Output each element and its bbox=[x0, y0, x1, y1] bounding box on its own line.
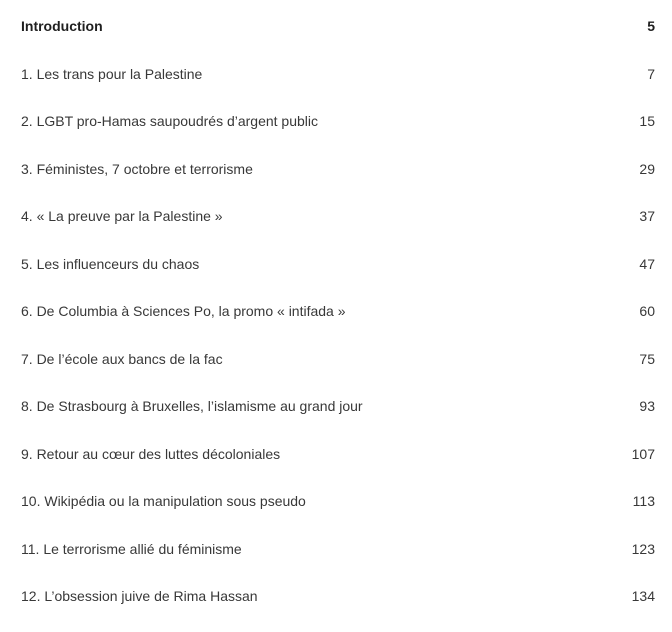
toc-entry[interactable] bbox=[21, 51, 655, 99]
toc-entry[interactable] bbox=[21, 98, 655, 146]
toc-entry[interactable] bbox=[21, 146, 655, 194]
toc-entry-page-number: 60 bbox=[639, 303, 655, 320]
toc-entry-page-number: 75 bbox=[639, 350, 655, 367]
toc-entry-title: 3. Féministes, 7 octobre et terrorisme bbox=[21, 160, 253, 177]
toc-entry-title: 9. Retour au cœur des luttes décoloniales bbox=[21, 445, 281, 462]
toc-entry[interactable] bbox=[21, 573, 655, 621]
toc-entry[interactable] bbox=[21, 526, 655, 574]
toc-entry[interactable] bbox=[21, 336, 655, 384]
toc-entry[interactable] bbox=[21, 431, 655, 479]
toc-entry-page-number: 93 bbox=[639, 398, 655, 415]
toc-entry-page-number: 107 bbox=[631, 445, 655, 462]
toc-entry[interactable] bbox=[21, 241, 655, 289]
toc-entry-title: Introduction bbox=[21, 18, 103, 35]
toc-entry-page-number: 123 bbox=[631, 540, 655, 557]
toc-entry-title: 1. Les trans pour la Palestine bbox=[21, 65, 203, 82]
toc-entry-page-number: 37 bbox=[639, 208, 655, 225]
toc-entry-title: 2. LGBT pro-Hamas saupoudrés d’argent public bbox=[21, 113, 319, 130]
toc-entry[interactable] bbox=[21, 478, 655, 526]
toc-entry-page-number: 47 bbox=[639, 255, 655, 272]
toc-entry-page-number: 134 bbox=[631, 588, 655, 605]
toc-entry-page-number: 5 bbox=[647, 18, 655, 35]
toc-entry-title: 12. L’obsession juive de Rima Hassan bbox=[21, 588, 258, 605]
toc-entry[interactable] bbox=[21, 3, 655, 51]
toc-entry-title: 11. Le terrorisme allié du féminisme bbox=[21, 540, 242, 557]
toc-entry-title: 5. Les influenceurs du chaos bbox=[21, 255, 200, 272]
toc-entry[interactable] bbox=[21, 288, 655, 336]
toc-entry[interactable] bbox=[21, 383, 655, 431]
toc-entry-page-number: 7 bbox=[647, 65, 655, 82]
toc-entry[interactable] bbox=[21, 193, 655, 241]
toc-entry-page-number: 113 bbox=[632, 493, 655, 510]
toc-entry-title: 4. « La preuve par la Palestine » bbox=[21, 208, 223, 225]
toc-entry-page-number: 29 bbox=[639, 160, 655, 177]
toc-entry-title: 7. De l’école aux bancs de la fac bbox=[21, 350, 223, 367]
toc-entry-page-number: 15 bbox=[639, 113, 655, 130]
toc-entry-title: 8. De Strasbourg à Bruxelles, l’islamisme au grand jour bbox=[21, 398, 363, 415]
toc-entry-title: 6. De Columbia à Sciences Po, la promo « intifada » bbox=[21, 303, 346, 320]
toc-entry-title: 10. Wikipédia ou la manipulation sous pseudo bbox=[21, 493, 306, 510]
